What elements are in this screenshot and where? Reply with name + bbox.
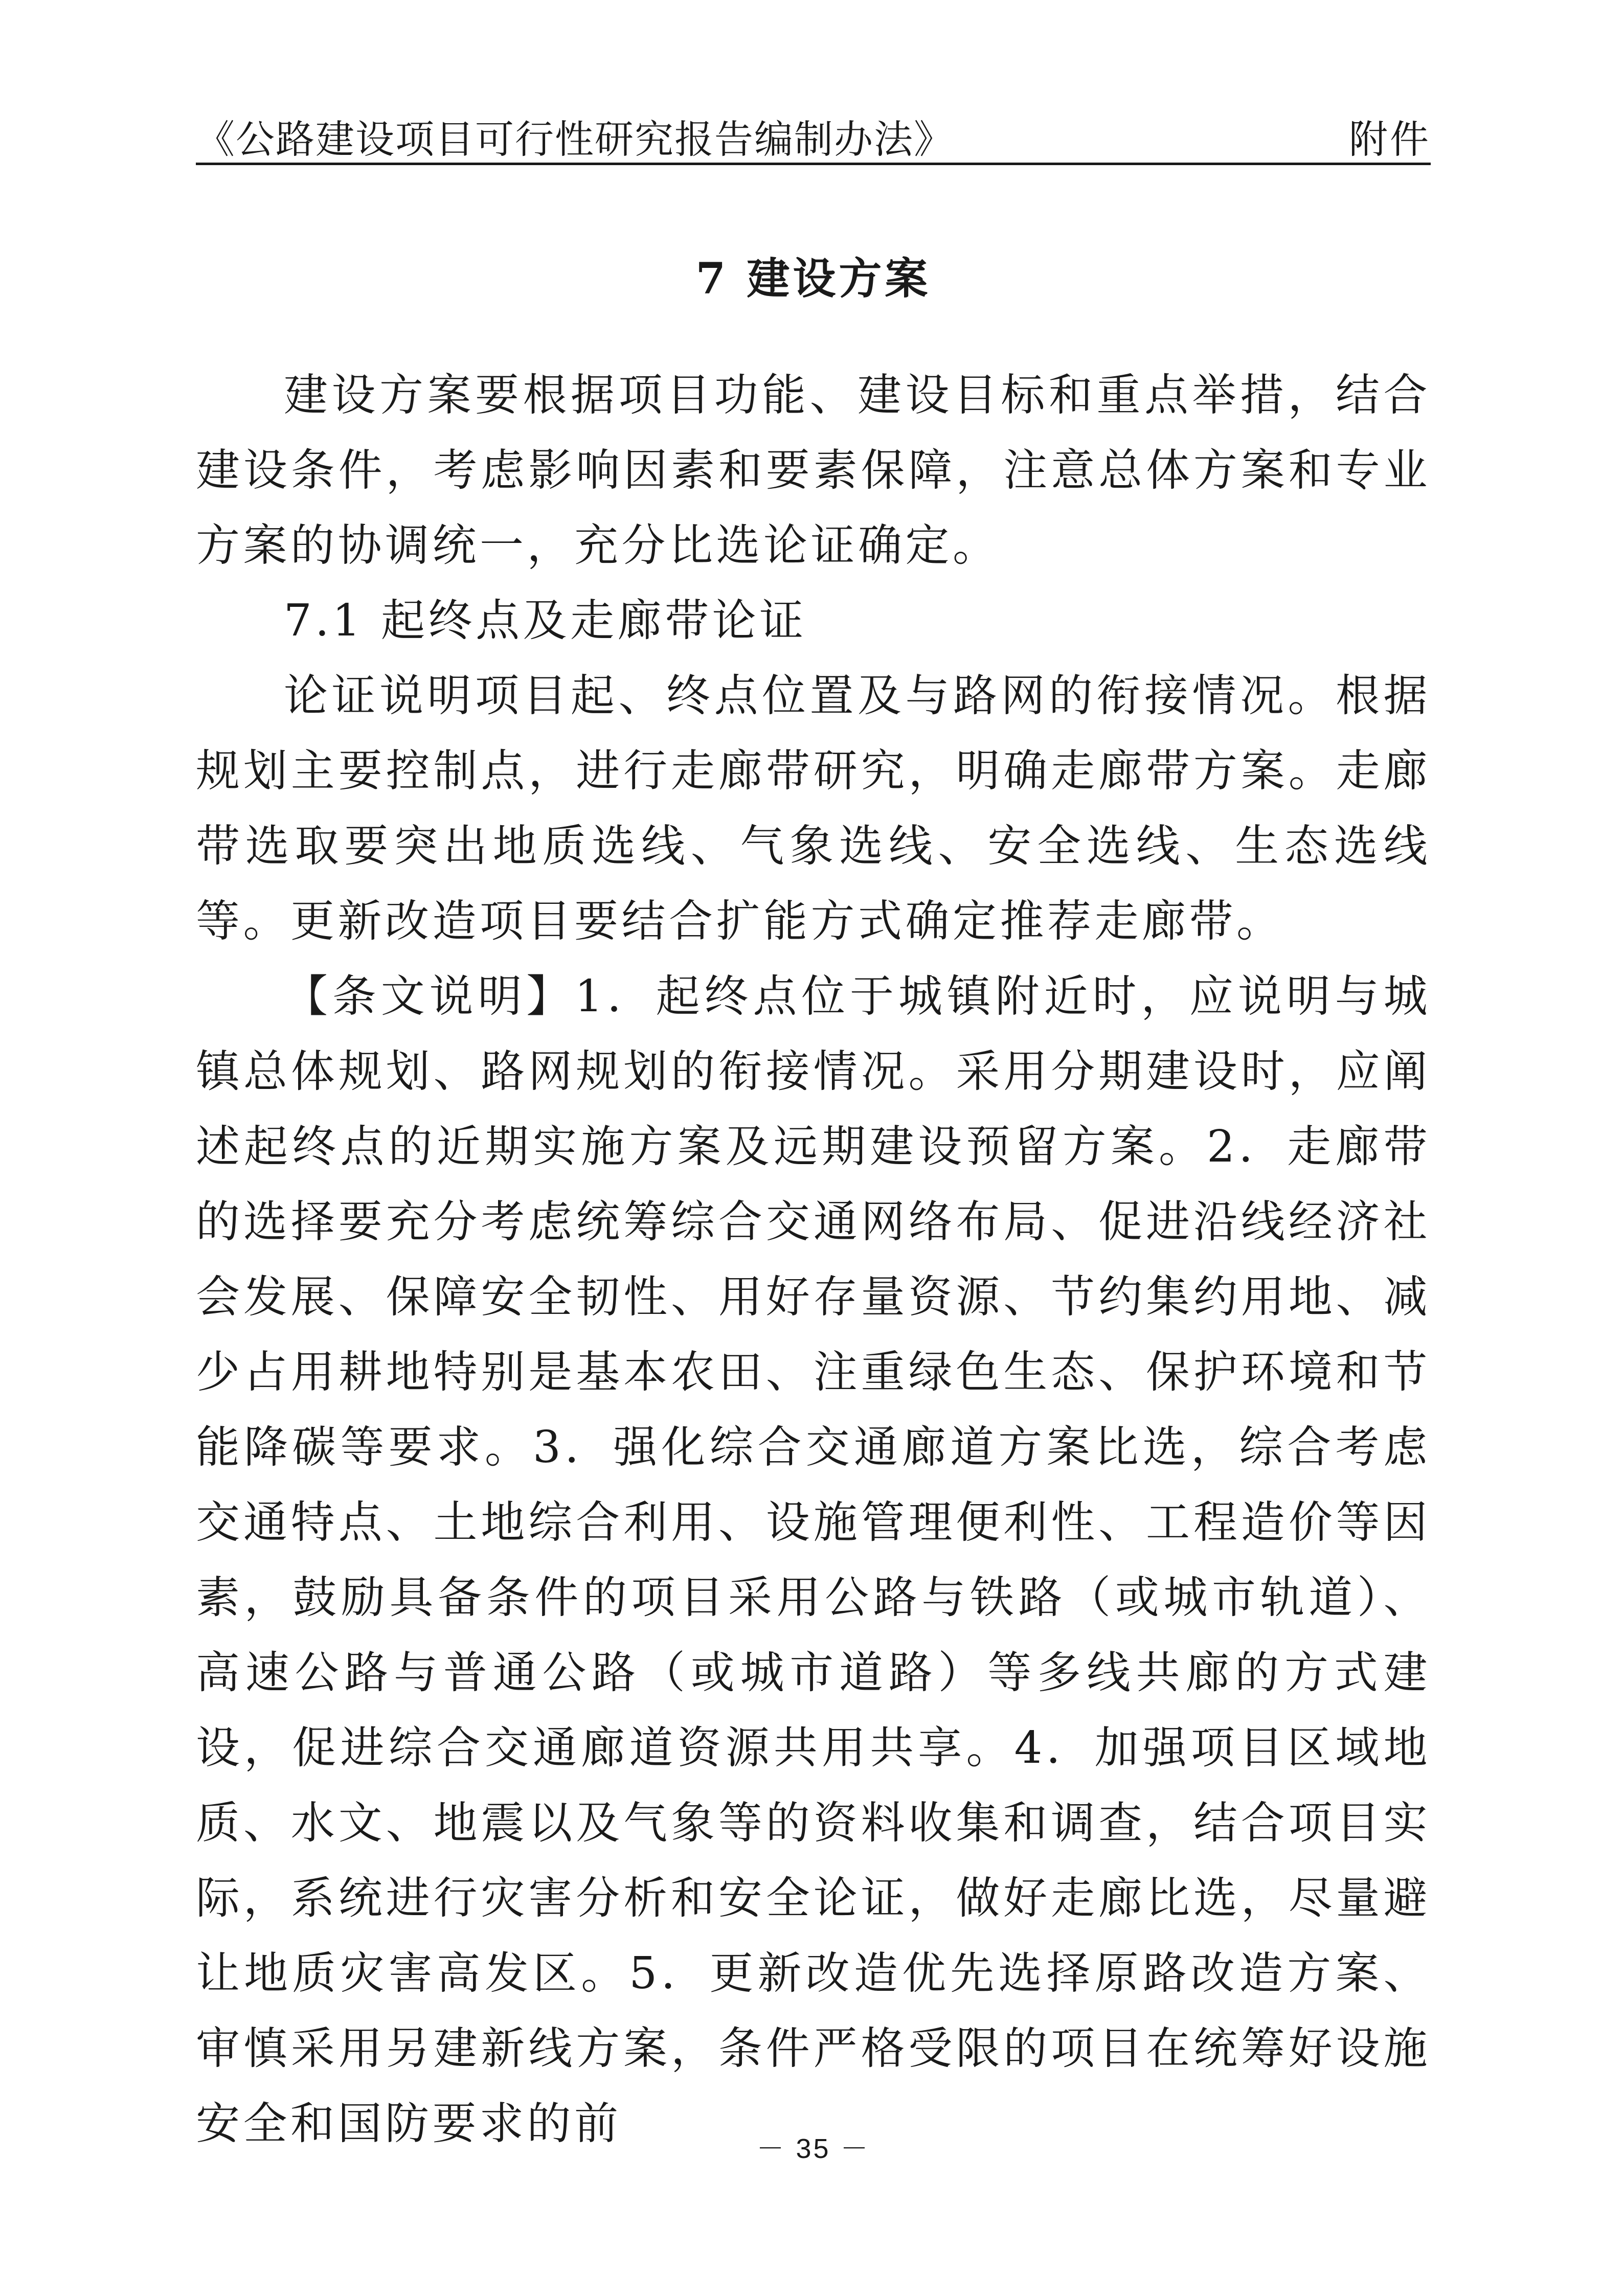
document-title: 《公路建设项目可行性研究报告编制办法》: [196, 117, 954, 162]
section-7-1-body: 论证说明项目起、终点位置及与路网的衔接情况。根据规划主要控制点，进行走廊带研究，明确走廊带方案。走廊带选取要突出地质选线、气象选线、安全选线、生态选线等。更新改造项目要结合扩能方式确定推荐走廊带。: [196, 670, 1431, 947]
intro-paragraph: 建设方案要根据项目功能、建设目标和重点举措，结合建设条件，考虑影响因素和要素保障，注意总体方案和专业方案的协调统一，充分比选论证确定。: [196, 370, 1431, 571]
chapter-title: 7 建设方案: [695, 253, 931, 304]
body-content: [196, 358, 1431, 2162]
attachment-label: 附件: [1349, 117, 1431, 162]
explanation-paragraph: 【条文说明】1．起终点位于城镇附近时，应说明与城镇总体规划、路网规划的衔接情况。采用分期建设时，应阐述起终点的近期实施方案及远期建设预留方案。2．走廊带的选择要充分考虑统筹综合交通网络布局、促进沿线经济社会发展、保障安全韧性、用好存量资源、节约集约用地、减少占用耕地特别是基本农田、注重绿色生态、保护环境和节能降碳等要求。3．强化综合交通廊道方案比选，综合考虑交通特点、土地综合利用、设施管理便利性、工程造价等因素，鼓励具备条件的项目采用公路与铁路（或城市轨道）、高速公路与普通公路（或城市道路）等多线共廊的方式建设，促进综合交通廊道资源共用共享。4．加强项目区域地质、水文、地震以及气象等的资料收集和调查，结合项目实际，系统进行灾害分析和安全论证，做好走廊比选，尽量避让地质灾害高发区。5．更新改造优先选择原路改造方案、审慎采用另建新线方案，条件严格受限的项目在统筹好设施安全和国防要求的前: [196, 971, 1431, 2149]
section-heading-7-1: 7.1 起终点及走廊带论证: [284, 595, 807, 646]
page-header: [196, 117, 1431, 165]
page-number: － 35 －: [756, 2133, 870, 2164]
